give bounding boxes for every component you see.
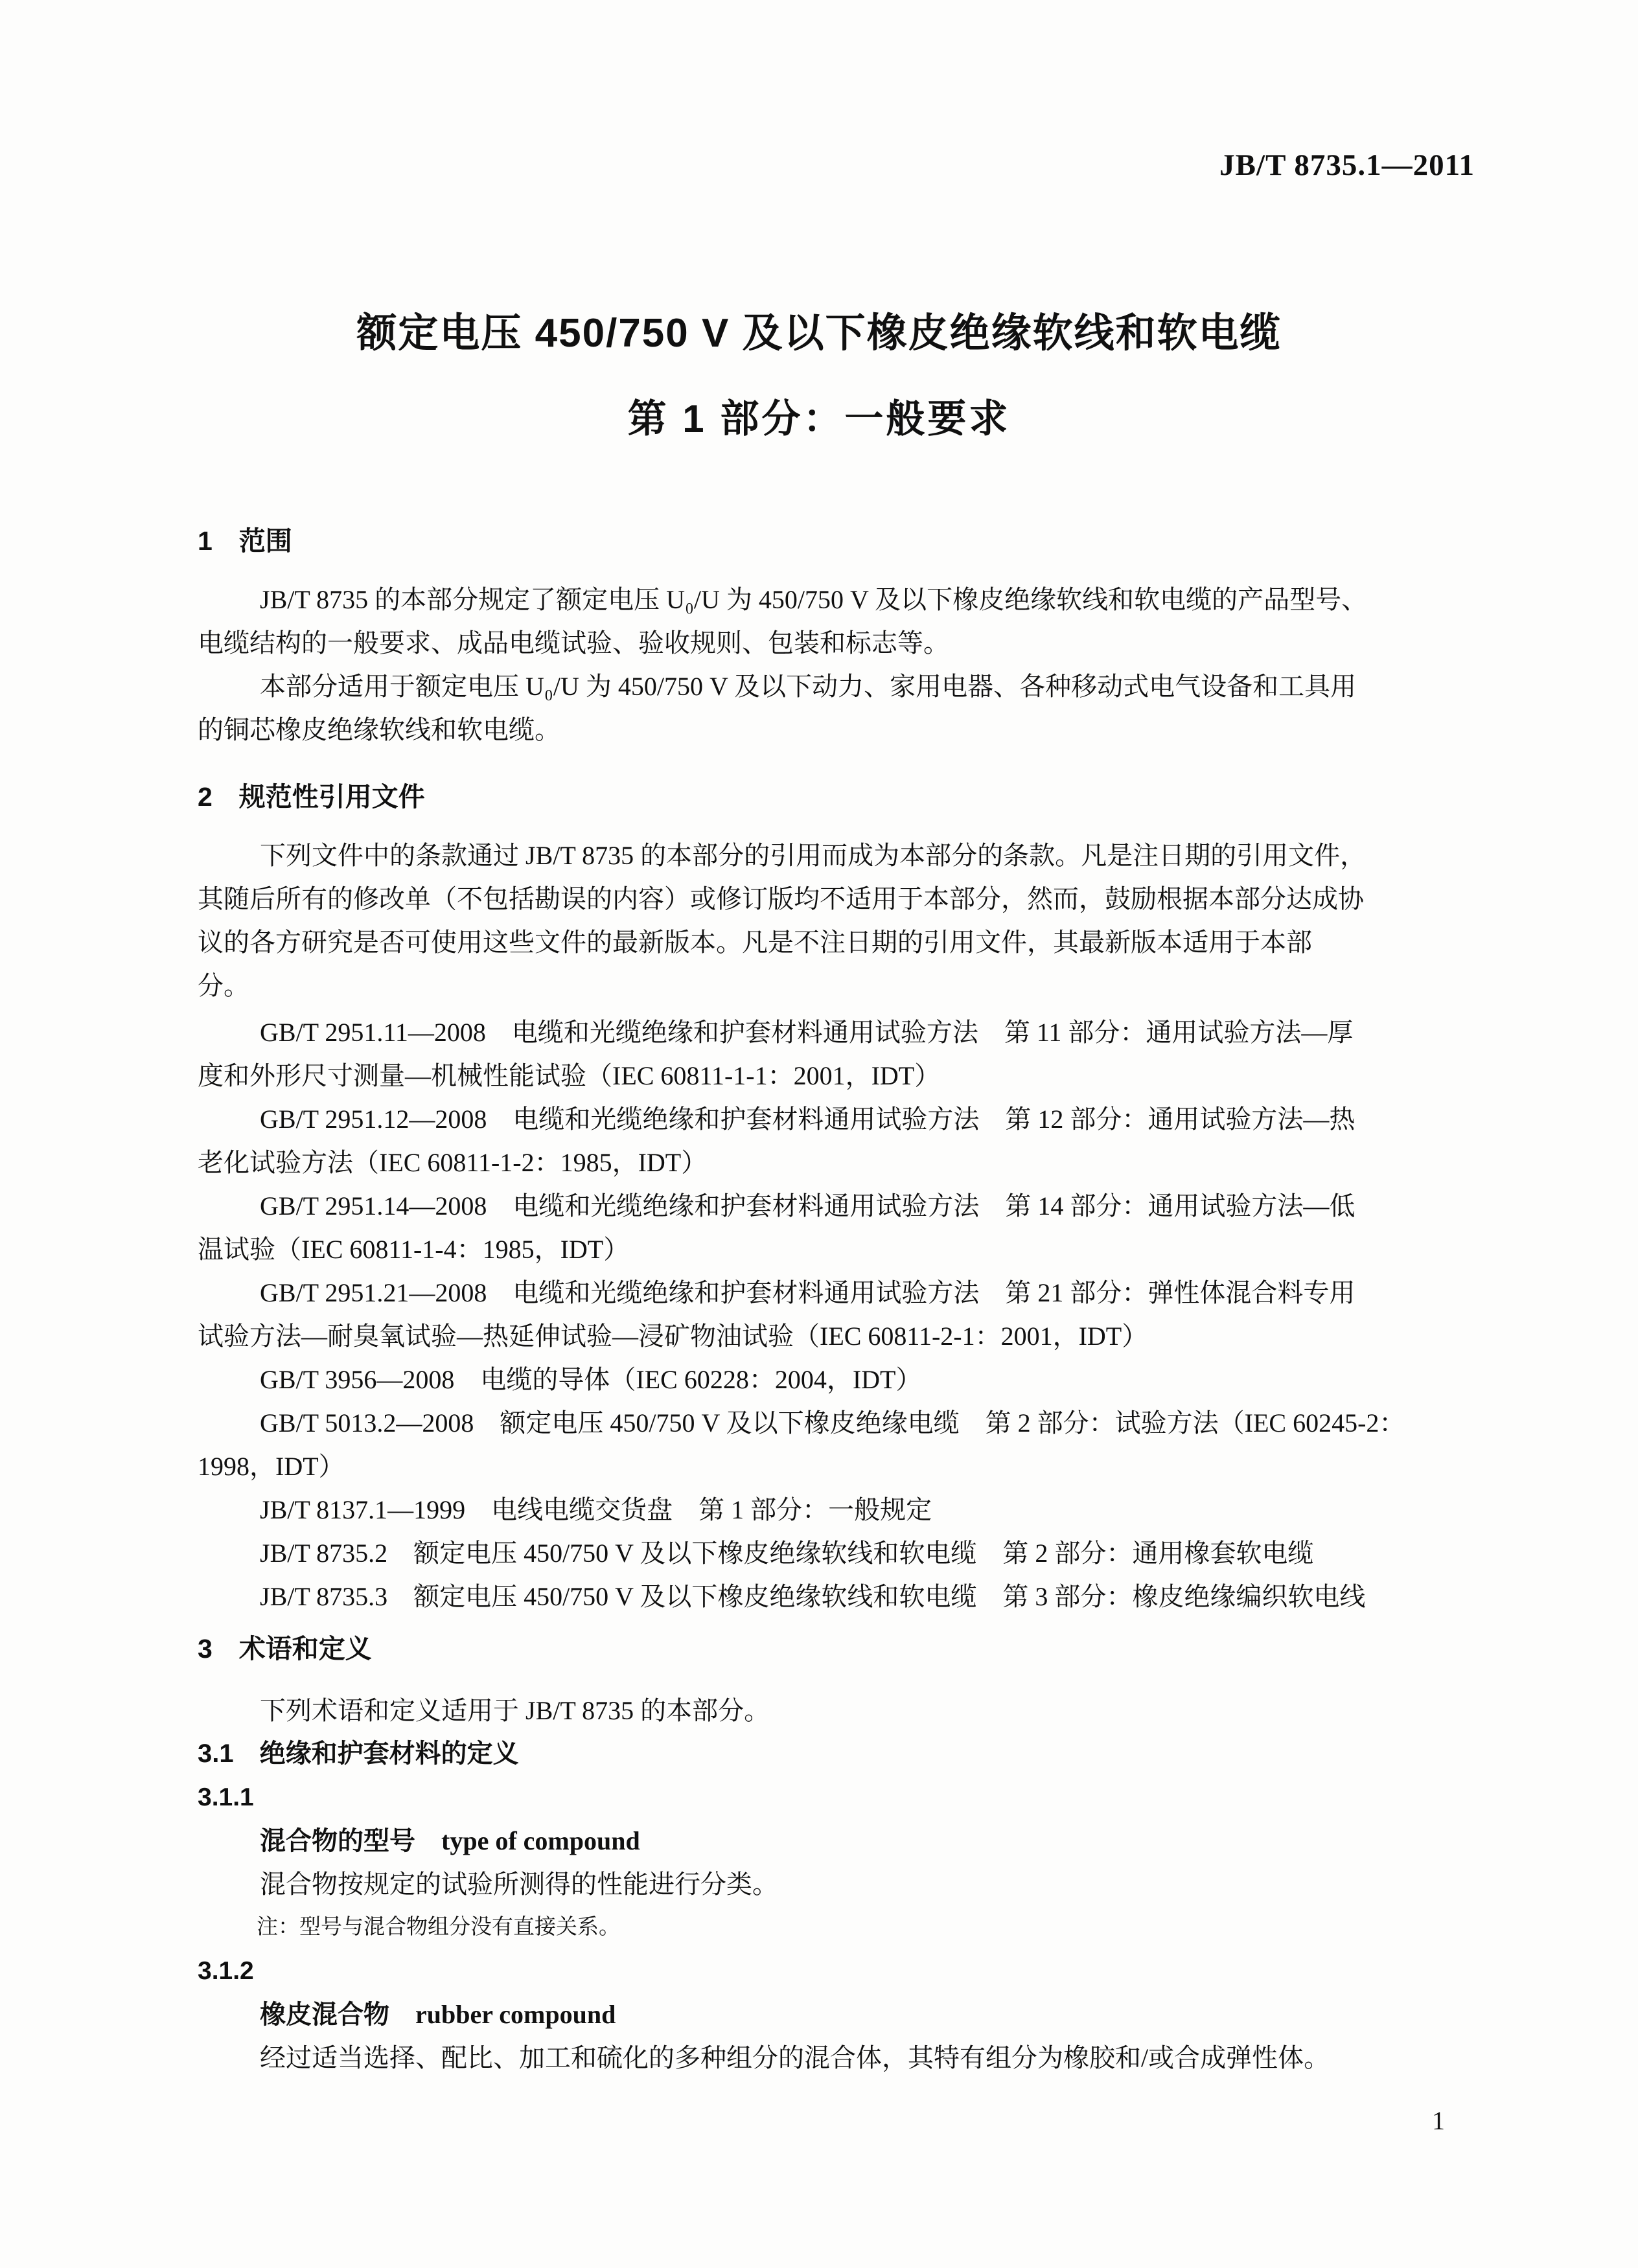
normative-paragraph-line3: 议的各方研究是否可使用这些文件的最新版本。凡是不注日期的引用文件，其最新版本适用于本部: [198, 928, 1312, 957]
term-3-1-1-name: 混合物的型号 type of compound: [260, 1826, 640, 1855]
term-3-1-2-name: 橡皮混合物 rubber compound: [260, 2000, 616, 2029]
reference-item-line: GB/T 2951.11—2008 电缆和光缆绝缘和护套材料通用试验方法 第 11 部分：通用试验方法—厚: [260, 1018, 1354, 1047]
standard-code: JB/T 8735.1—2011: [1219, 148, 1475, 182]
reference-item-line: JB/T 8735.2 额定电压 450/750 V 及以下橡皮绝缘软线和软电缆 第 2 部分：通用橡套软电缆: [260, 1539, 1314, 1568]
reference-item-line: 温试验（IEC 60811-1-4：1985，IDT）: [198, 1235, 630, 1264]
term-3-1-1-note: 注：型号与混合物组分没有直接关系。: [257, 1916, 620, 1939]
page-number: 1: [1432, 2106, 1445, 2135]
term-3-1-2-number: 3.1.2: [198, 1957, 254, 1985]
term-3-1-1-number: 3.1.1: [198, 1783, 254, 1811]
reference-item-line: GB/T 2951.14—2008 电缆和光缆绝缘和护套材料通用试验方法 第 14 部分：通用试验方法—低: [260, 1191, 1355, 1220]
reference-item-line: GB/T 2951.21—2008 电缆和光缆绝缘和护套材料通用试验方法 第 21 部分：弹性体混合料专用: [260, 1278, 1355, 1307]
section-1-heading: 1 范围: [198, 526, 292, 556]
section-3-heading: 3 术语和定义: [198, 1634, 372, 1664]
reference-item-line: GB/T 5013.2—2008 额定电压 450/750 V 及以下橡皮绝缘电缆 第 2 部分：试验方法（IEC 60245-2：: [260, 1408, 1405, 1438]
reference-item-line: JB/T 8735.3 额定电压 450/750 V 及以下橡皮绝缘软线和软电缆 第 3 部分：橡皮绝缘编织软电线: [260, 1582, 1366, 1611]
normative-paragraph-line2: 其随后所有的修改单（不包括勘误的内容）或修订版均不适用于本部分，然而，鼓励根据本部分达成协: [198, 884, 1364, 913]
normative-paragraph-line1: 下列文件中的条款通过 JB/T 8735 的本部分的引用而成为本部分的条款。凡是注日期的引用文件，: [260, 841, 1367, 870]
document-body: [198, 520, 1500, 2079]
section-2-heading: 2 规范性引用文件: [198, 782, 425, 812]
normative-paragraph-line4: 分。: [198, 971, 249, 1000]
term-3-1-1-definition: 混合物按规定的试验所测得的性能进行分类。: [260, 1870, 778, 1899]
document-title-line1: 额定电压 450/750 V 及以下橡皮绝缘软线和软电缆: [356, 311, 1282, 356]
reference-item-line: 老化试验方法（IEC 60811-1-2：1985，IDT）: [198, 1148, 708, 1177]
reference-item-line: 度和外形尺寸测量—机械性能试验（IEC 60811-1-1：2001，IDT）: [198, 1061, 941, 1090]
reference-item-line: GB/T 3956—2008 电缆的导体（IEC 60228：2004，IDT）: [260, 1365, 922, 1394]
scope-paragraph1-line1: JB/T 8735 的本部分规定了额定电压 U₀/U 为 450/750 V 及以下橡皮绝缘软线和软电缆的产品型号、: [260, 585, 1368, 614]
document-title-line2: 第 1 部分：一般要求: [627, 397, 1011, 441]
scope-paragraph2-line1: 本部分适用于额定电压 U₀/U 为 450/750 V 及以下动力、家用电器、各种移动式电气设备和工具用: [260, 672, 1357, 701]
scope-paragraph2-line2: 的铜芯橡皮绝缘软线和软电缆。: [198, 715, 560, 744]
scope-paragraph1-line2: 电缆结构的一般要求、成品电缆试验、验收规则、包装和标志等。: [198, 628, 949, 658]
reference-item-line: GB/T 2951.12—2008 电缆和光缆绝缘和护套材料通用试验方法 第 12 部分：通用试验方法—热: [260, 1105, 1355, 1134]
section-3-1-heading: 3.1 绝缘和护套材料的定义: [198, 1739, 519, 1768]
reference-item-line: 试验方法—耐臭氧试验—热延伸试验—浸矿物油试验（IEC 60811-2-1：2001，IDT）: [198, 1322, 1148, 1351]
reference-item-line: JB/T 8137.1—1999 电线电缆交货盘 第 1 部分：一般规定: [260, 1495, 932, 1524]
term-3-1-2-definition: 经过适当选择、配比、加工和硫化的多种组分的混合体，其特有组分为橡胶和/或合成弹性体。: [260, 2043, 1330, 2072]
terms-intro-line: 下列术语和定义适用于 JB/T 8735 的本部分。: [260, 1696, 770, 1725]
reference-item-line: 1998，IDT）: [198, 1452, 345, 1481]
